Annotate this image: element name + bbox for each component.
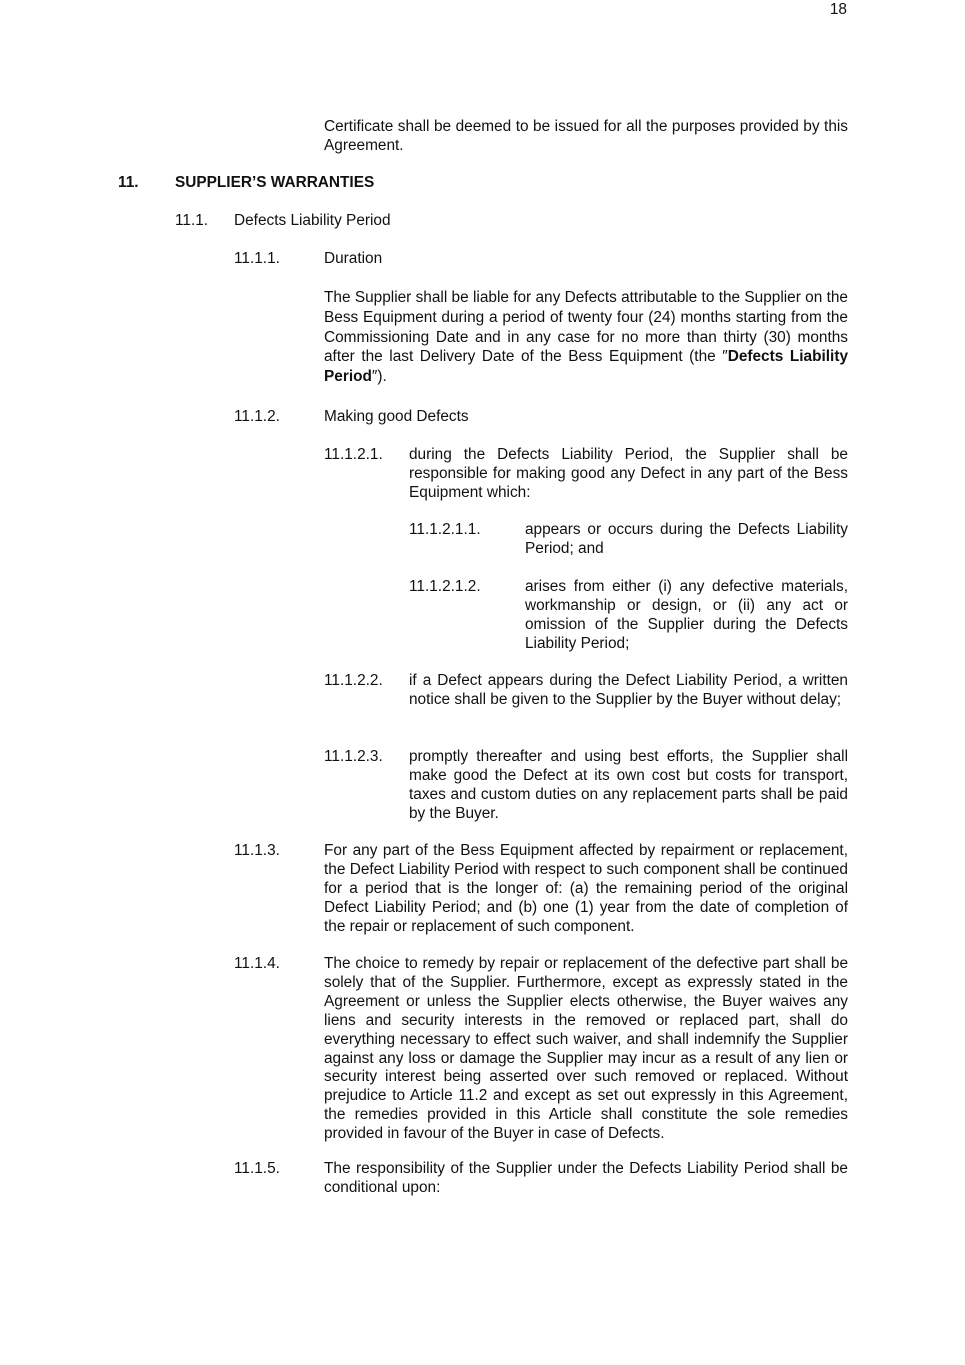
clause-number-11-1-2-1: 11.1.2.1. — [324, 446, 383, 463]
clause-text-11-1-2-1: during the Defects Liability Period, the Supplier shall be responsible for making good any Defect in any part of the Bess Equipment which: — [409, 446, 848, 501]
quote-open: ″ — [722, 348, 728, 366]
clause-number-11-1-2-1-2: 11.1.2.1.2. — [409, 578, 481, 595]
clause-text-11-1-3: For any part of the Bess Equipment affected by repairment or replacement, the Defect Liability Period with respect to such component shall be continued for a period that is the longer of: (a) the remaining period of the original Defect Liability Period; and (b) one (1) year from the date of completion of the repair or replacement of such component. — [324, 842, 848, 935]
clause-text-11-1-2-1-1: appears or occurs during the Defects Liability Period; and — [525, 521, 848, 557]
clause-title-11-1-1: Duration — [324, 250, 383, 267]
clause-text-11-1-5: The responsibility of the Supplier under the Defects Liability Period shall be conditional upon: — [324, 1160, 848, 1196]
defined-term: Defects Liability Period — [324, 348, 849, 386]
clause-text-11-1-2-2: if a Defect appears during the Defect Liability Period, a written notice shall be given to the Supplier by the Buyer without delay; — [409, 672, 848, 708]
clause-number-11-1: 11.1. — [175, 212, 209, 229]
clause-text-11-1-2-1-2: arises from either (i) any defective materials, workmanship or design, or (ii) any act or omission of the Supplier during the Defects Liability Period; — [525, 578, 848, 652]
clause-text-11-1-2-3: promptly thereafter and using best efforts, the Supplier shall make good the Defect at its own cost but costs for transport, taxes and custom duties on any replacement parts shall be paid by the Buyer. — [409, 748, 848, 822]
clause-number-11-1-5: 11.1.5. — [234, 1160, 280, 1177]
quote-close: ″ — [371, 368, 378, 386]
page-number: 18 — [829, 1, 847, 18]
section-title: SUPPLIER’S WARRANTIES — [175, 174, 375, 191]
duration-text-end: ). — [377, 368, 387, 386]
clause-number-11-1-2-1-1: 11.1.2.1.1. — [409, 521, 481, 538]
duration-paragraph — [324, 288, 848, 387]
clause-text-11-1-4: The choice to remedy by repair or replacement of the defective part shall be solely that of the Supplier. Furthermore, except as expressly stated in the Agreement or unless the Supplier elects otherwise, the Buyer waives any liens and security interests in the removed or replaced part, shall do everything necessary to effect such waiver, and shall indemnify the Supplier against any loss or damage the Supplier may incur as a result of any lien or security interest being asserted over such removed or replaced. Without prejudice to Article 11.2 and except as set out expressly in this Agreement, the remedies provided in this Article shall constitute the sole remedies provided in favour of the Buyer in case of Defects. — [324, 955, 848, 1143]
clause-number-11-1-2-3: 11.1.2.3. — [324, 748, 383, 765]
clause-title-11-1-2: Making good Defects — [324, 408, 469, 425]
clause-number-11-1-4: 11.1.4. — [234, 955, 280, 972]
clause-number-11-1-3: 11.1.3. — [234, 842, 280, 859]
clause-title-11-1: Defects Liability Period — [234, 212, 391, 229]
duration-text: The Supplier shall be liable for any Defects attributable to the Supplier on the Bess Equipment during a period of twenty four (24) months starting from the Commissioning Date and in any case for no more than thirty (30) months after the last Delivery Date of the Bess Equipment (the — [324, 289, 848, 366]
clause-number-11-1-2: 11.1.2. — [234, 408, 280, 425]
clause-number-11-1-2-2: 11.1.2.2. — [324, 672, 383, 689]
intro-paragraph: Certificate shall be deemed to be issued for all the purposes provided by this Agreement. — [324, 118, 848, 154]
section-number: 11. — [118, 174, 139, 191]
clause-number-11-1-1: 11.1.1. — [234, 250, 280, 267]
